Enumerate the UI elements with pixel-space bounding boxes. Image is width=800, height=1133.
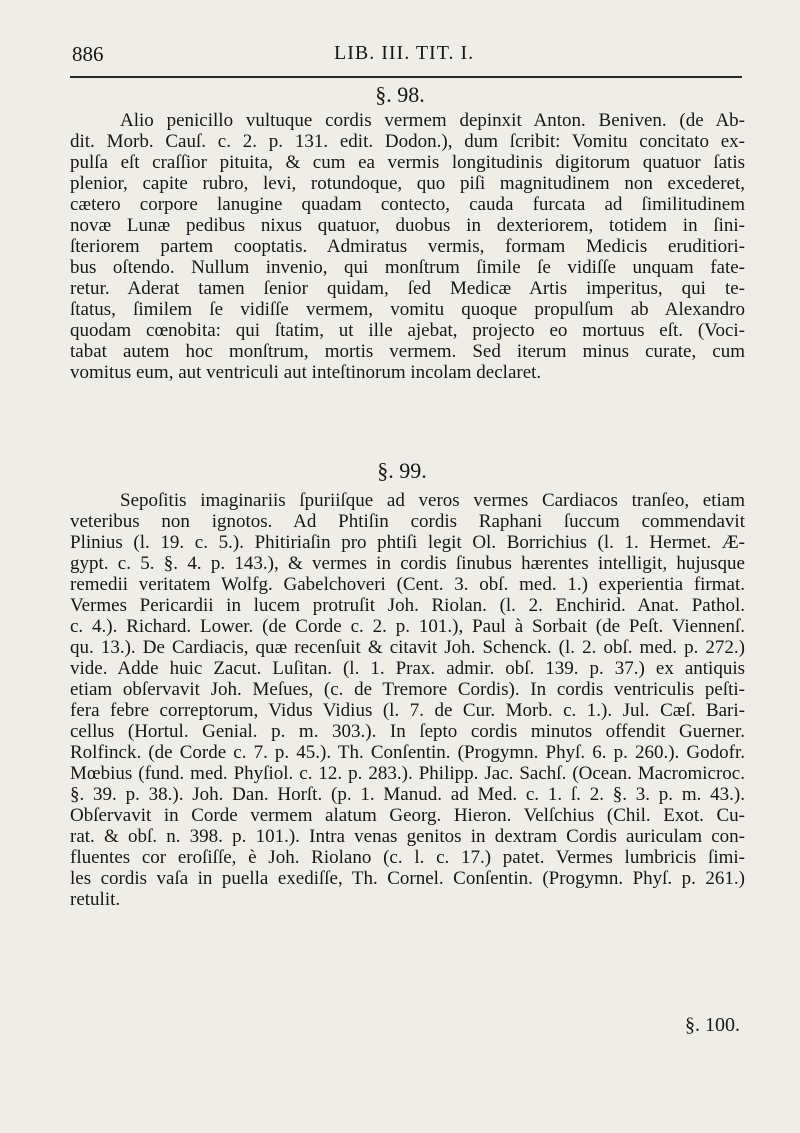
text-line: etiam obſervavit Joh. Meſues, (c. de Tremore Cordis). In cordis ventriculis peſti- [70,679,745,700]
text-line: Plinius (l. 19. c. 5.). Phitiriaſin pro phtiſi legit Ol. Borrichius (l. 1. Hermet. Æ- [70,532,745,553]
text-line: fluentes cor eroſiſſe, è Joh. Riolano (c. l. c. 17.) patet. Vermes lumbricis ſimi- [70,847,745,868]
text-line: dit. Morb. Cauſ. c. 2. p. 131. edit. Dodon.), dum ſcribit: Vomitu concitato ex- [70,131,745,152]
text-line: novæ Lunæ pedibus nixus quatuor, duobus in dexteriorem, totidem in ſini- [70,215,745,236]
text-line: fera febre correptorum, Vidus Vidius (l. 7. de Cur. Morb. c. 1.). Jul. Cæſ. Bari- [70,700,745,721]
text-line: rat. & obſ. n. 398. p. 101.). Intra venas genitos in dextram Cordis auriculam con- [70,826,745,847]
text-line: quodam cœnobita: qui ſtatim, ut ille ajebat, projecto eo mortuus eſt. (Voci- [70,320,745,341]
text-line: vide. Adde huic Zacut. Luſitan. (l. 1. Prax. admir. obſ. 139. p. 37.) ex antiquis [70,658,745,679]
text-line: retur. Aderat tamen ſenior quidam, ſed Medicæ Artis imperitus, qui te- [70,278,745,299]
text-line: Mœbius (fund. med. Phyſiol. c. 12. p. 283.). Philipp. Jac. Sachſ. (Ocean. Macromicroc. [70,763,745,784]
text-line: c. 4.). Richard. Lower. (de Corde c. 2. p. 101.), Paul à Sorbait (de Peſt. Viennenſ. [70,616,745,637]
text-line: Vermes Pericardii in lucem protruſit Joh. Riolan. (l. 2. Enchirid. Anat. Pathol. [70,595,745,616]
text-line: cætero corpore lanugine quadam contecto, cauda furcata ad ſimilitudinem [70,194,745,215]
text-line: plenior, capite rubro, levi, rotundoque, quo piſi magnitudinem non excederet, [70,173,745,194]
text-line: remedii veritatem Wolfg. Gabelchoveri (Cent. 3. obſ. med. 1.) experientia firmat. [70,574,745,595]
page-number: 886 [72,42,104,66]
running-head: LIB. III. TIT. I. [334,42,475,64]
section-99-body [70,490,745,910]
catchword: §. 100. [685,1014,740,1036]
text-line: §. 39. p. 38.). Joh. Dan. Horſt. (p. 1. Manud. ad Med. c. 1. ſ. 2. §. 3. p. m. 43.). [70,784,745,805]
text-line: retulit. [70,889,121,910]
text-line: tabat autem hoc monſtrum, mortis vermem. Sed iterum minus curate, cum [70,341,745,362]
text-line: Sepoſitis imaginariis ſpuriiſque ad veros vermes Cardiacos tranſeo, etiam [120,490,745,511]
text-line: Alio penicillo vultuque cordis vermem depinxit Anton. Beniven. (de Ab- [120,110,745,131]
section-heading-98: §. 98. [375,82,425,107]
text-line: les cordis vaſa in puella exediſſe, Th. Cornel. Conſentin. (Progymn. Phyſ. p. 261.) [70,868,745,889]
text-line: gypt. c. 5. §. 4. p. 143.), & vermes in cordis ſinubus hærentes intelligit, hujusque [70,553,745,574]
text-line: pulſa eſt craſſior pituita, & cum ea vermis longitudinis digitorum quatuor ſatis [70,152,745,173]
page-header [72,42,744,72]
text-line: bus oſtendo. Nullum invenio, qui monſtrum ſimile ſe vidiſſe unquam fate- [70,257,745,278]
section-heading-99: §. 99. [377,458,427,483]
text-line: ſteriorem partem cooptatis. Admiratus vermis, formam Medicis eruditiori- [70,236,745,257]
text-line: ſtatus, ſimilem ſe vidiſſe vermem, vomitu quoque propulſum ab Alexandro [70,299,745,320]
section-98-body [70,110,745,383]
text-line: veteribus non ignotos. Ad Phtiſin cordis Raphani ſuccum commendavit [70,511,745,532]
text-line: cellus (Hortul. Genial. p. m. 303.). In ſepto cordis minutos offendit Guerner. [70,721,745,742]
text-line: qu. 13.). De Cardiacis, quæ recenſuit & citavit Joh. Schenck. (l. 2. obſ. med. p. 272.) [70,637,745,658]
text-line: Rolfinck. (de Corde c. 7. p. 45.). Th. Conſentin. (Progymn. Phyſ. 6. p. 260.). Godofr. [70,742,745,763]
text-line: Obſervavit in Corde vermem alatum Georg. Hieron. Velſchius (Chil. Exot. Cu- [70,805,745,826]
header-rule [70,76,742,78]
text-line: vomitus eum, aut ventriculi aut inteſtinorum incolam declaret. [70,362,542,383]
